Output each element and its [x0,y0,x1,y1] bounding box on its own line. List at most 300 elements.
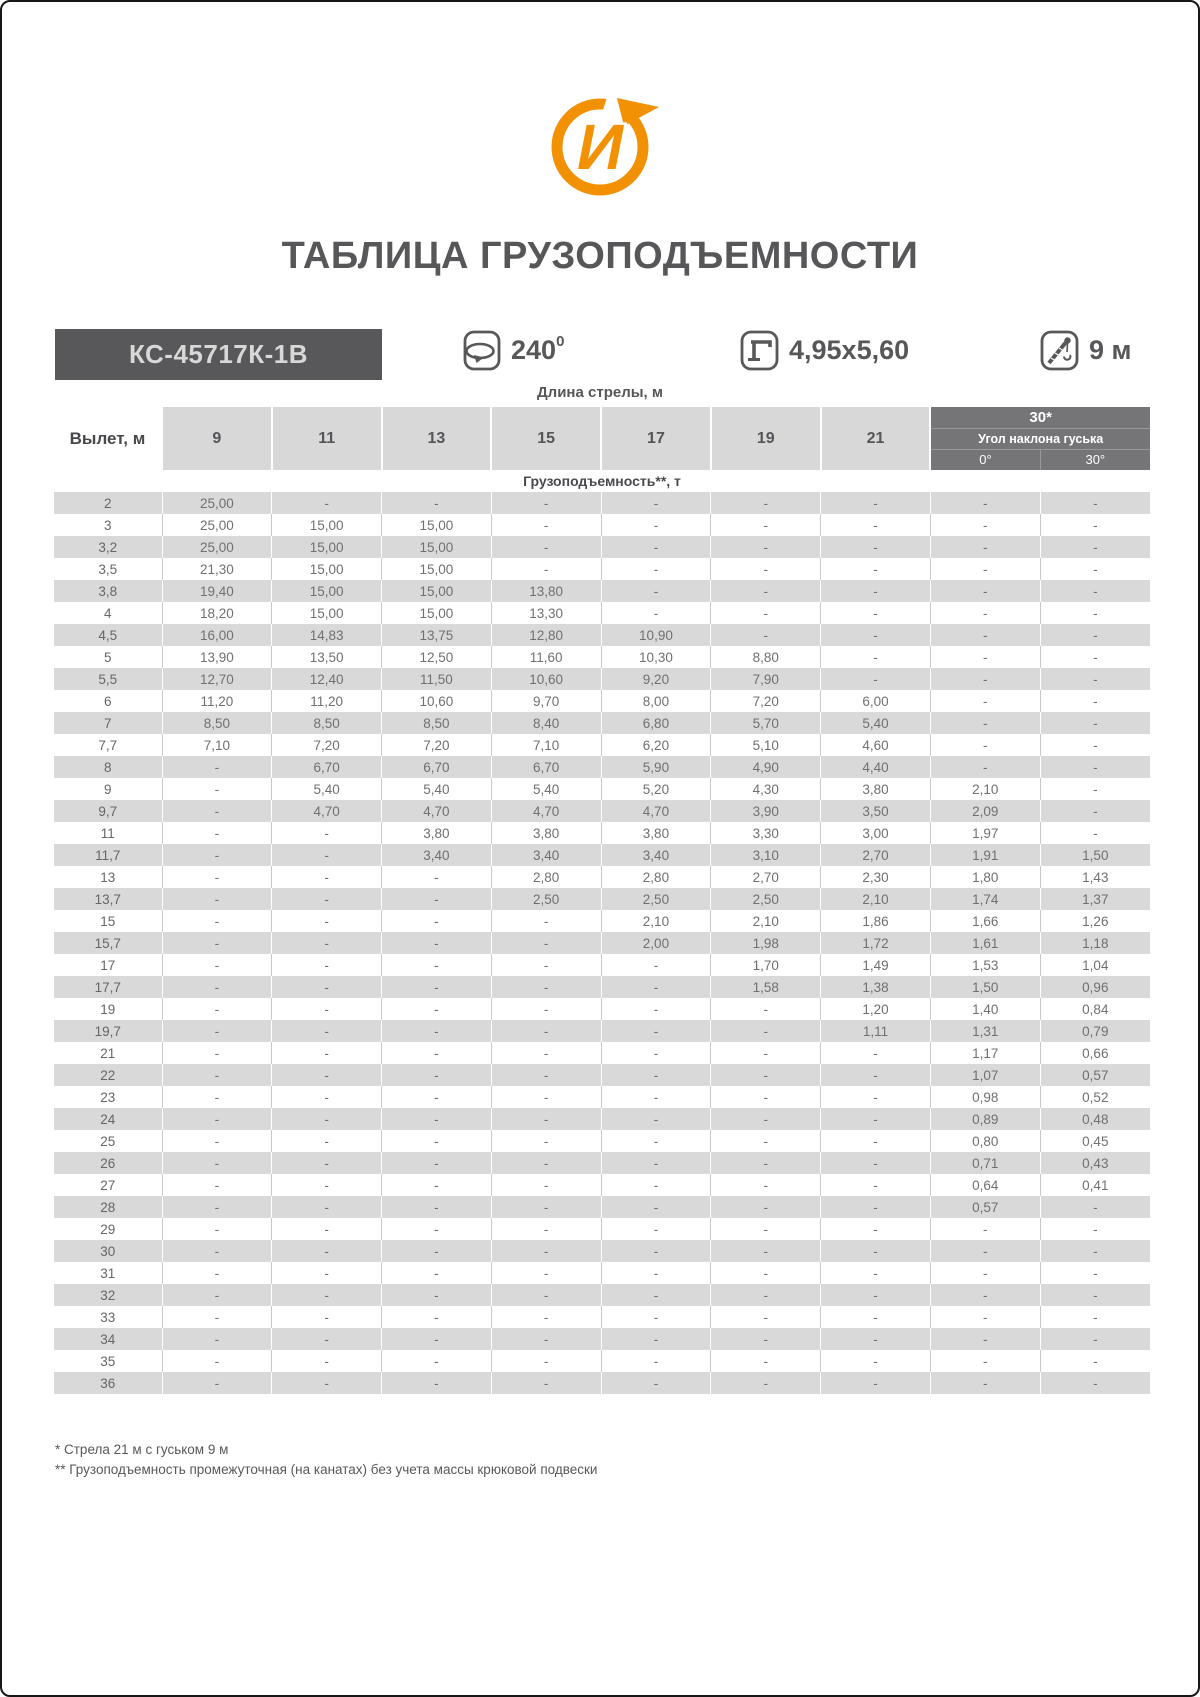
capacity-cell: - [930,536,1040,558]
capacity-cell: - [601,1284,711,1306]
capacity-cell: 2,50 [601,888,711,910]
capacity-cell: 2,09 [930,800,1040,822]
capacity-cell: - [930,558,1040,580]
capacity-cell: 3,90 [711,800,821,822]
capacity-cell: 2,10 [601,910,711,932]
capacity-cell: - [382,1086,492,1108]
capacity-cell: 25,00 [162,492,272,514]
table-body [54,492,1150,1394]
capacity-cell: - [272,822,382,844]
capacity-cell: - [601,558,711,580]
capacity-cell: - [711,1328,821,1350]
boom-col-header: 13 [382,407,492,470]
capacity-cell: - [162,1174,272,1196]
capacity-cell: - [711,558,821,580]
table-row [54,602,1150,624]
capacity-cell: 5,70 [711,712,821,734]
capacity-cell: 1,50 [930,976,1040,998]
reach-cell: 9,7 [54,800,162,822]
capacity-cell: 12,80 [491,624,601,646]
capacity-cell: - [162,844,272,866]
capacity-cell: - [491,1284,601,1306]
capacity-cell: - [601,998,711,1020]
capacity-cell: 5,10 [711,734,821,756]
capacity-cell: 2,00 [601,932,711,954]
table-row [54,1020,1150,1042]
capacity-cell: 2,70 [821,844,931,866]
capacity-cell: - [162,778,272,800]
capacity-cell: - [711,1372,821,1394]
capacity-cell: - [491,514,601,536]
capacity-cell: - [601,602,711,624]
capacity-cell: 7,20 [272,734,382,756]
table-row [54,1372,1150,1394]
table-row [54,712,1150,734]
capacity-cell: 0,43 [1040,1152,1150,1174]
capacity-cell: 5,40 [821,712,931,734]
table-row [54,866,1150,888]
capacity-cell: - [601,976,711,998]
capacity-cell: 3,50 [821,800,931,822]
capacity-cell: - [272,844,382,866]
capacity-cell: 15,00 [382,558,492,580]
table-row [54,976,1150,998]
capacity-cell: - [382,1328,492,1350]
capacity-cell: - [162,998,272,1020]
reach-cell: 36 [54,1372,162,1394]
reach-cell: 3 [54,514,162,536]
capacity-cell: 12,70 [162,668,272,690]
capacity-cell: - [711,1174,821,1196]
reach-cell: 2 [54,492,162,514]
capacity-cell: 8,50 [272,712,382,734]
capacity-cell: 1,91 [930,844,1040,866]
capacity-cell: 0,96 [1040,976,1150,998]
table-row [54,778,1150,800]
capacity-cell: - [1040,778,1150,800]
capacity-cell: 1,86 [821,910,931,932]
brand-logo [539,90,661,207]
capacity-cell: 10,60 [382,690,492,712]
capacity-cell: - [162,1064,272,1086]
brand-logo-icon [539,90,661,202]
capacity-cell: 15,00 [382,580,492,602]
spec-rotation [461,328,564,372]
capacity-cell: 6,20 [601,734,711,756]
capacity-cell: - [382,1284,492,1306]
capacity-cell: - [272,1108,382,1130]
rotation-value: $240^0$ [511,332,565,365]
capacity-cell: - [601,580,711,602]
capacity-cell: - [491,932,601,954]
capacity-cell: 2,10 [821,888,931,910]
reach-cell: 11,7 [54,844,162,866]
table-row [54,822,1150,844]
capacity-cell: 5,90 [601,756,711,778]
capacity-cell: - [1040,492,1150,514]
capacity-cell: - [711,602,821,624]
capacity-cell: - [272,910,382,932]
capacity-cell: - [601,1086,711,1108]
capacity-cell: - [162,888,272,910]
capacity-cell: - [272,976,382,998]
capacity-cell: 1,04 [1040,954,1150,976]
capacity-cell: - [272,1130,382,1152]
capacity-cell: 4,70 [491,800,601,822]
capacity-cell: - [821,514,931,536]
table-row [54,1108,1150,1130]
table-row [54,910,1150,932]
capacity-header: Грузоподъемность**, т [54,470,1150,492]
capacity-cell: - [382,866,492,888]
capacity-cell: 21,30 [162,558,272,580]
table-row [54,492,1150,514]
capacity-cell: - [272,1218,382,1240]
capacity-cell: 0,64 [930,1174,1040,1196]
capacity-cell: - [711,1240,821,1262]
capacity-cell: - [272,1196,382,1218]
capacity-cell: - [1040,1306,1150,1328]
reach-cell: 15 [54,910,162,932]
reach-cell: 31 [54,1262,162,1284]
capacity-cell: - [1040,536,1150,558]
capacity-cell: - [382,1306,492,1328]
capacity-cell: - [821,646,931,668]
capacity-cell: - [272,1328,382,1350]
capacity-cell: - [491,1174,601,1196]
table-row [54,998,1150,1020]
reach-cell: 4,5 [54,624,162,646]
boom-col-header: 19 [711,407,821,470]
capacity-cell: 10,90 [601,624,711,646]
reach-cell: 13,7 [54,888,162,910]
reach-cell: 26 [54,1152,162,1174]
capacity-cell: - [272,1284,382,1306]
reach-cell: 30 [54,1240,162,1262]
capacity-cell: 1,74 [930,888,1040,910]
capacity-cell: - [1040,558,1150,580]
capacity-cell: - [601,1240,711,1262]
reach-cell: 5,5 [54,668,162,690]
capacity-cell: - [1040,1350,1150,1372]
capacity-cell: - [162,1152,272,1174]
table-row [54,1064,1150,1086]
capacity-cell: - [162,1218,272,1240]
capacity-cell: 4,70 [272,800,382,822]
capacity-cell: 3,80 [821,778,931,800]
capacity-cell: - [821,536,931,558]
capacity-cell: - [382,954,492,976]
table-row [54,1174,1150,1196]
outriggers-value: 4,95x5,60 [789,334,910,365]
capacity-cell: 13,80 [491,580,601,602]
capacity-cell: 15,00 [272,558,382,580]
capacity-cell: 7,20 [382,734,492,756]
capacity-cell: - [930,492,1040,514]
capacity-cell: 3,80 [601,822,711,844]
capacity-cell: - [821,1328,931,1350]
capacity-cell: 1,61 [930,932,1040,954]
capacity-cell: 2,30 [821,866,931,888]
capacity-cell: - [491,1130,601,1152]
boom-col-header: 21 [821,407,931,470]
capacity-cell: - [821,1218,931,1240]
capacity-cell: 8,40 [491,712,601,734]
capacity-cell: - [491,1240,601,1262]
capacity-cell: - [711,1042,821,1064]
capacity-cell: - [272,1064,382,1086]
table-row [54,1262,1150,1284]
capacity-cell: - [711,1086,821,1108]
capacity-cell: 0,84 [1040,998,1150,1020]
capacity-cell: 0,45 [1040,1130,1150,1152]
page-title: ТАБЛИЦА ГРУЗОПОДЪЕМНОСТИ [281,235,919,277]
capacity-cell: - [272,1042,382,1064]
capacity-cell: - [930,690,1040,712]
capacity-cell: 2,10 [930,778,1040,800]
capacity-cell: - [272,1350,382,1372]
reach-cell: 7,7 [54,734,162,756]
reach-cell: 19,7 [54,1020,162,1042]
reach-cell: 11 [54,822,162,844]
capacity-cell: 12,50 [382,646,492,668]
capacity-cell: 13,50 [272,646,382,668]
capacity-cell: - [821,1086,931,1108]
capacity-cell: - [1040,822,1150,844]
capacity-cell: - [382,1262,492,1284]
capacity-cell: 19,40 [162,580,272,602]
reach-cell: 3,5 [54,558,162,580]
capacity-cell: - [491,1108,601,1130]
boom-col-header: 15 [491,407,601,470]
capacity-cell: - [821,558,931,580]
capacity-cell: - [821,1306,931,1328]
reach-cell: 25 [54,1130,162,1152]
reach-cell: 27 [54,1174,162,1196]
capacity-cell: 10,60 [491,668,601,690]
table-row [54,1350,1150,1372]
capacity-cell: 1,11 [821,1020,931,1042]
capacity-cell: - [1040,668,1150,690]
capacity-cell: 1,72 [821,932,931,954]
capacity-cell: - [821,1284,931,1306]
reach-cell: 8 [54,756,162,778]
capacity-cell: - [272,954,382,976]
capacity-cell: - [162,976,272,998]
capacity-cell: 9,20 [601,668,711,690]
capacity-cell: - [382,1372,492,1394]
capacity-cell: - [162,1086,272,1108]
table-row [54,1306,1150,1328]
capacity-cell: 1,50 [1040,844,1150,866]
boom-col-header: 9 [162,407,272,470]
capacity-cell: 18,20 [162,602,272,624]
capacity-cell: 5,40 [382,778,492,800]
capacity-cell: - [1040,1196,1150,1218]
capacity-cell: 3,10 [711,844,821,866]
reach-cell: 17,7 [54,976,162,998]
table-row [54,1218,1150,1240]
table-row [54,954,1150,976]
capacity-cell: - [930,1372,1040,1394]
capacity-cell: - [272,1020,382,1042]
capacity-cell: 12,40 [272,668,382,690]
capacity-cell: 6,80 [601,712,711,734]
capacity-cell: 1,37 [1040,888,1150,910]
capacity-cell: - [382,1108,492,1130]
boom-length-caption: Длина стрелы, м [537,384,663,401]
capacity-cell: 4,70 [382,800,492,822]
capacity-cell: 1,70 [711,954,821,976]
capacity-cell: - [162,932,272,954]
capacity-cell: 1,49 [821,954,931,976]
capacity-cell: 1,26 [1040,910,1150,932]
capacity-cell: - [382,1130,492,1152]
capacity-cell: 7,20 [711,690,821,712]
capacity-cell: 1,43 [1040,866,1150,888]
reach-cell: 13 [54,866,162,888]
table-row [54,1152,1150,1174]
footnote-2: ** Грузоподъемность промежуточная (на канатах) без учета массы крюковой подвески [55,1462,598,1477]
capacity-cell: - [491,1328,601,1350]
capacity-cell: - [601,1328,711,1350]
outriggers-icon [739,330,780,371]
capacity-cell: - [491,1020,601,1042]
capacity-cell: 13,75 [382,624,492,646]
capacity-cell: - [711,1262,821,1284]
capacity-cell: - [491,1064,601,1086]
capacity-cell: - [1040,690,1150,712]
capacity-cell: 4,60 [821,734,931,756]
capacity-cell: - [711,514,821,536]
table-row [54,844,1150,866]
capacity-cell: - [930,580,1040,602]
capacity-cell: - [1040,712,1150,734]
reach-cell: 33 [54,1306,162,1328]
capacity-cell: - [162,1328,272,1350]
capacity-cell: - [930,734,1040,756]
spec-outriggers [739,328,909,372]
capacity-cell: 1,17 [930,1042,1040,1064]
capacity-cell: 3,80 [491,822,601,844]
capacity-cell: 1,31 [930,1020,1040,1042]
capacity-cell: - [1040,800,1150,822]
capacity-cell: 15,00 [382,602,492,624]
reach-cell: 17 [54,954,162,976]
capacity-cell: 0,48 [1040,1108,1150,1130]
capacity-cell: - [162,1130,272,1152]
capacity-cell: 0,80 [930,1130,1040,1152]
capacity-cell: 1,98 [711,932,821,954]
reach-cell: 23 [54,1086,162,1108]
capacity-cell: 2,80 [601,866,711,888]
capacity-cell: 0,57 [930,1196,1040,1218]
capacity-cell: - [382,910,492,932]
capacity-cell: - [930,712,1040,734]
capacity-cell: 10,30 [601,646,711,668]
capacity-cell: 7,10 [162,734,272,756]
reach-cell: 34 [54,1328,162,1350]
capacity-cell: - [1040,1218,1150,1240]
capacity-cell: - [601,1218,711,1240]
capacity-cell: - [382,976,492,998]
capacity-cell: - [711,536,821,558]
capacity-cell: - [272,1306,382,1328]
capacity-cell: - [491,1306,601,1328]
capacity-cell: 15,00 [272,602,382,624]
capacity-cell: - [821,1152,931,1174]
table-row [54,536,1150,558]
capacity-cell: 2,70 [711,866,821,888]
capacity-cell: - [601,1350,711,1372]
capacity-cell: 2,50 [711,888,821,910]
capacity-cell: - [272,1372,382,1394]
capacity-cell: - [601,1306,711,1328]
capacity-cell: 4,90 [711,756,821,778]
capacity-cell: - [711,1218,821,1240]
reach-header: Вылет, м [54,407,162,470]
capacity-cell: - [601,1042,711,1064]
boom-col-header: 11 [272,407,382,470]
capacity-cell: 16,00 [162,624,272,646]
capacity-cell: - [491,1218,601,1240]
capacity-cell: - [162,756,272,778]
capacity-cell: - [382,1064,492,1086]
reach-cell: 22 [54,1064,162,1086]
table-row [54,624,1150,646]
capacity-cell: - [821,1174,931,1196]
capacity-cell: - [382,492,492,514]
capacity-cell: - [1040,1372,1150,1394]
capacity-cell: - [821,1108,931,1130]
capacity-cell: - [1040,514,1150,536]
capacity-cell: - [821,1350,931,1372]
capacity-cell: - [601,1152,711,1174]
capacity-cell: - [1040,1240,1150,1262]
table-row [54,1196,1150,1218]
capacity-cell: - [601,1174,711,1196]
capacity-cell: - [382,888,492,910]
capacity-cell: 15,00 [272,580,382,602]
table-row [54,646,1150,668]
capacity-cell: - [821,602,931,624]
capacity-cell: - [272,866,382,888]
capacity-cell: - [162,1306,272,1328]
capacity-cell: - [821,1196,931,1218]
capacity-cell: - [930,1284,1040,1306]
capacity-cell: - [930,668,1040,690]
reach-cell: 3,2 [54,536,162,558]
capacity-cell: - [491,1350,601,1372]
capacity-cell: - [272,1086,382,1108]
reach-cell: 5 [54,646,162,668]
capacity-cell: - [930,1328,1040,1350]
capacity-cell: - [491,1372,601,1394]
reach-cell: 9 [54,778,162,800]
capacity-cell: - [1040,1328,1150,1350]
capacity-cell: - [272,1240,382,1262]
capacity-cell: - [491,1086,601,1108]
capacity-cell: - [821,492,931,514]
capacity-cell: - [491,536,601,558]
capacity-cell: - [601,492,711,514]
table-row [54,734,1150,756]
capacity-cell: - [930,756,1040,778]
capacity-cell: 8,50 [382,712,492,734]
rotation-icon [461,330,502,371]
capacity-cell: 8,80 [711,646,821,668]
table-row [54,1086,1150,1108]
